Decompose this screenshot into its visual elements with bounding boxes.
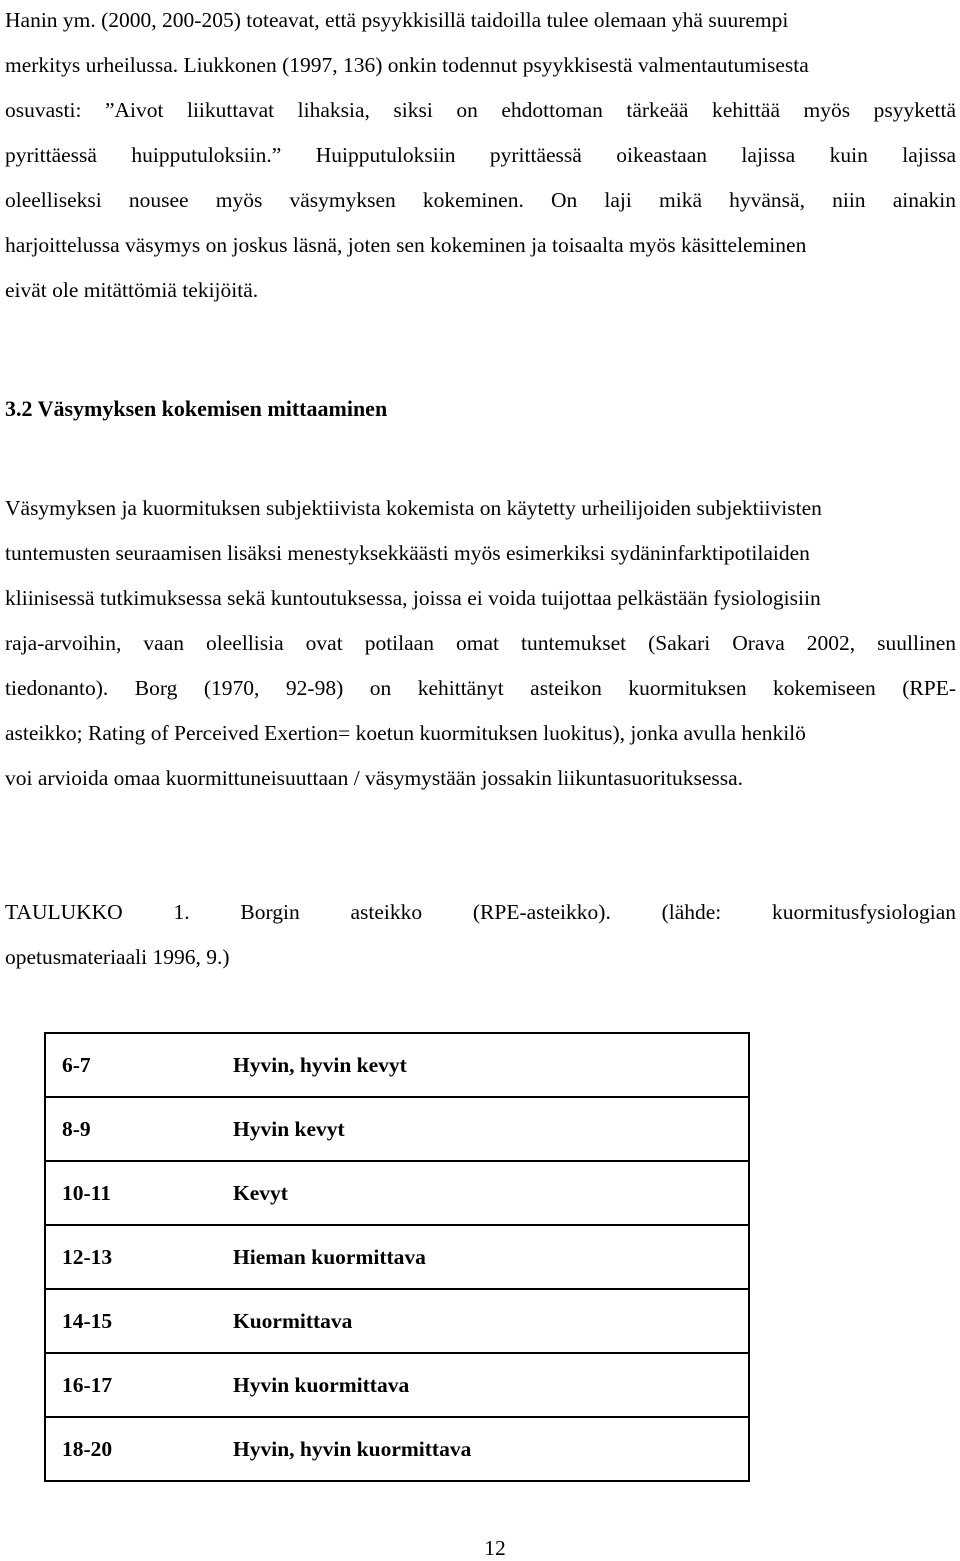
- paragraph-line: oleelliseksi nousee myös väsymyksen kokeminen. On laji mikä hyvänsä, niin ainakin: [5, 188, 956, 212]
- rpe-label-cell: Hieman kuormittava: [233, 1225, 749, 1289]
- rpe-label-cell: Hyvin kuormittava: [233, 1353, 749, 1417]
- rpe-label-cell: Kuormittava: [233, 1289, 749, 1353]
- table-row: [45, 1225, 749, 1289]
- paragraph-line: merkitys urheilussa. Liukkonen (1997, 136) onkin todennut psyykkisestä valmentautumisesta: [5, 53, 809, 77]
- rpe-label-cell: Hyvin, hyvin kuormittava: [233, 1417, 749, 1481]
- paragraph-line: harjoittelussa väsymys on joskus läsnä, joten sen kokeminen ja toisaalta myös käsitteleminen: [5, 233, 807, 257]
- table-caption: [5, 890, 956, 980]
- paragraph-line: Väsymyksen ja kuormituksen subjektiivista kokemista on käytetty urheilijoiden subjektiivisten: [5, 496, 822, 520]
- caption-line: opetusmateriaali 1996, 9.): [5, 945, 230, 969]
- rpe-label-cell: Kevyt: [233, 1161, 749, 1225]
- borg-rpe-table: [44, 1032, 750, 1482]
- paragraph-line: raja-arvoihin, vaan oleellisia ovat potilaan omat tuntemukset (Sakari Orava 2002, suullinen: [5, 631, 956, 655]
- rpe-label-cell: Hyvin, hyvin kevyt: [233, 1033, 749, 1097]
- paragraph-line: osuvasti: ”Aivot liikuttavat lihaksia, siksi on ehdottoman tärkeää kehittää myös psyykettä: [5, 98, 956, 122]
- caption-line: TAULUKKO 1. Borgin asteikko (RPE-asteikko). (lähde: kuormitusfysiologian: [5, 900, 956, 924]
- rpe-range-cell: 8-9: [45, 1097, 233, 1161]
- table-row: [45, 1353, 749, 1417]
- paragraph-line: Hanin ym. (2000, 200-205) toteavat, että psyykkisillä taidoilla tulee olemaan yhä suurempi: [5, 8, 789, 32]
- paragraph-line: pyrittäessä huipputuloksiin.” Huipputuloksiin pyrittäessä oikeastaan lajissa kuin lajissa: [5, 143, 956, 167]
- rpe-range-cell: 16-17: [45, 1353, 233, 1417]
- rpe-range-cell: 6-7: [45, 1033, 233, 1097]
- rpe-range-cell: 14-15: [45, 1289, 233, 1353]
- paragraph-line: asteikko; Rating of Perceived Exertion= koetun kuormituksen luokitus), jonka avulla henkilö: [5, 721, 806, 745]
- paragraph-line: voi arvioida omaa kuormittuneisuuttaan / väsymystään jossakin liikuntasuorituksessa.: [5, 766, 744, 790]
- rpe-range-cell: 12-13: [45, 1225, 233, 1289]
- paragraph-line: kliinisessä tutkimuksessa sekä kuntoutuksessa, joissa ei voida tuijottaa pelkästään fysiologisiin: [5, 586, 821, 610]
- rpe-range-cell: 10-11: [45, 1161, 233, 1225]
- paragraph-line: tiedonanto). Borg (1970, 92-98) on kehittänyt asteikon kuormituksen kokemiseen (RPE-: [5, 676, 956, 700]
- table-row: [45, 1417, 749, 1481]
- paragraph-line: tuntemusten seuraamisen lisäksi menestyksekkäästi myös esimerkiksi sydäninfarktipotilaiden: [5, 541, 810, 565]
- rpe-range-cell: 18-20: [45, 1417, 233, 1481]
- table-row: [45, 1289, 749, 1353]
- rpe-label-cell: Hyvin kevyt: [233, 1097, 749, 1161]
- paragraph-line: eivät ole mitättömiä tekijöitä.: [5, 278, 259, 302]
- section-heading: 3.2 Väsymyksen kokemisen mittaaminen: [5, 396, 388, 421]
- page-number: 12: [484, 1536, 506, 1560]
- table-row: [45, 1161, 749, 1225]
- table-row: [45, 1097, 749, 1161]
- table-row: [45, 1033, 749, 1097]
- paragraph-rpe: [5, 486, 956, 801]
- paragraph-intro: [5, 0, 956, 313]
